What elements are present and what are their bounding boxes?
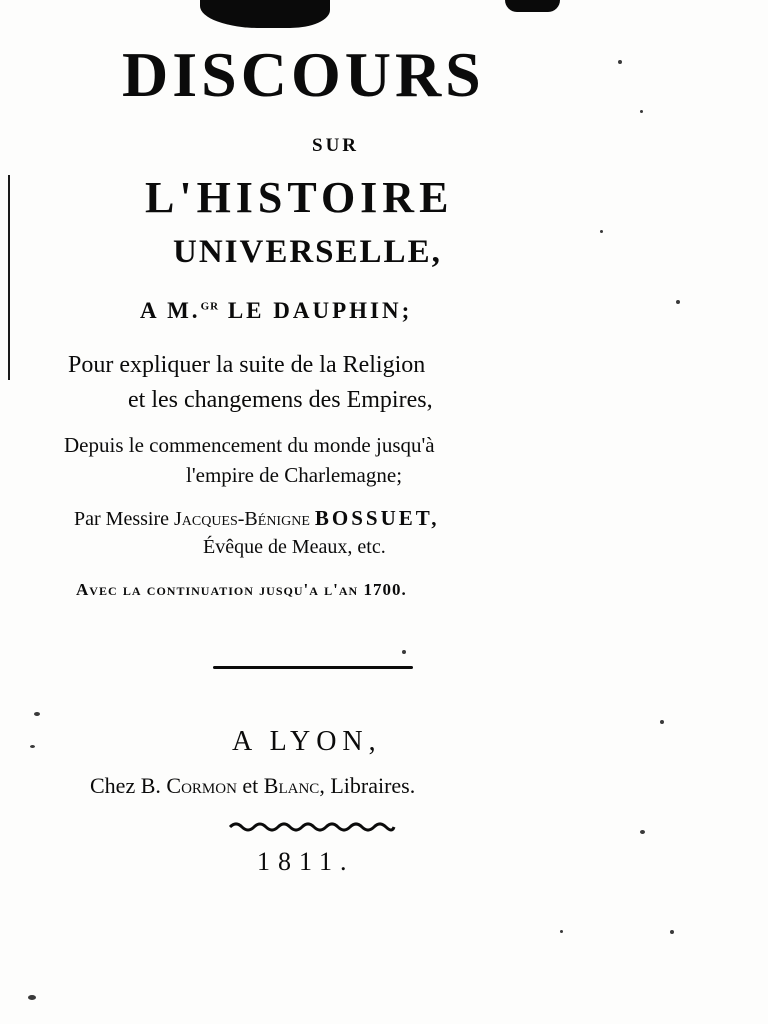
publisher-mid: et <box>236 773 264 798</box>
subtitle-histoire: L'HISTOIRE <box>145 173 454 222</box>
dedication-suffix: LE DAUPHIN; <box>219 298 413 323</box>
subtitle-universelle: UNIVERSELLE, <box>173 234 442 270</box>
author-given-name: Jacques-Bénigne <box>173 508 310 530</box>
speckle <box>402 650 406 654</box>
continuation-note: Avec la continuation jusqu'a l'an 1700. <box>76 580 407 599</box>
author-surname: BOSSUET, <box>314 506 440 530</box>
purpose-line: Pour expliquer la suite de la Religion <box>68 352 426 378</box>
imprint-city: A LYON, <box>232 726 382 757</box>
publisher-name: Cormon <box>166 773 237 798</box>
speckle <box>670 930 674 934</box>
speckle <box>560 930 563 933</box>
dedication <box>140 298 412 324</box>
scope-line: Depuis le commencement du monde jusqu'à <box>64 433 435 457</box>
speckle <box>676 300 680 304</box>
speckle <box>640 830 645 834</box>
publisher-suffix: , Libraires. <box>319 773 416 798</box>
book-title: DISCOURS <box>122 39 485 110</box>
speckle <box>34 712 40 716</box>
dedication-superscript: GR <box>200 300 220 313</box>
speckle <box>600 230 603 233</box>
speckle <box>640 110 643 113</box>
speckle <box>660 720 664 724</box>
imprint-publisher <box>90 773 415 799</box>
title-connector: SUR <box>312 135 360 156</box>
speckle <box>28 995 36 1000</box>
author-title: Évêque de Meaux, etc. <box>203 536 386 558</box>
ink-blot <box>200 0 330 28</box>
speckle <box>30 745 35 748</box>
scope-line: l'empire de Charlemagne; <box>186 463 403 487</box>
publication-year: 1811. <box>257 847 355 876</box>
ink-blot <box>505 0 560 12</box>
ornamental-wave-rule <box>228 820 396 834</box>
speckle <box>618 60 622 64</box>
divider-rule <box>213 666 413 669</box>
author-prefix: Par Messire <box>74 508 174 530</box>
page-edge-mark <box>8 175 10 380</box>
purpose-line: et les changemens des Empires, <box>128 387 433 413</box>
publisher-prefix: Chez B. <box>90 773 167 798</box>
dedication-prefix: A M. <box>140 298 201 323</box>
author-line <box>74 506 439 531</box>
publisher-name: Blanc <box>263 773 320 798</box>
